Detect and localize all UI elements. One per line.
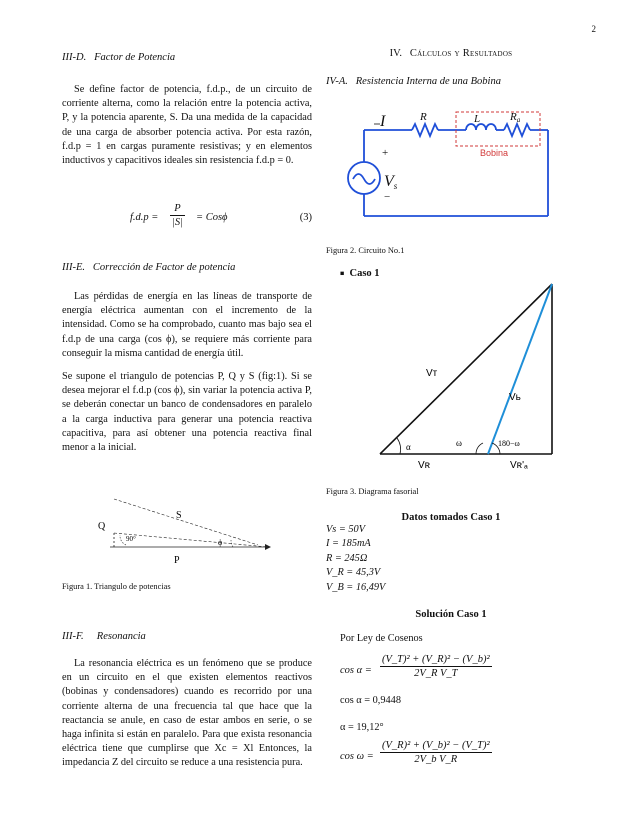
bullet-icon: ■ [340, 269, 345, 278]
eq-denominator: |S| [172, 217, 184, 228]
paragraph-resonancia [62, 657, 312, 780]
label-vra: Vʀ'ₐ [510, 460, 528, 471]
paragraph-fdp [62, 83, 312, 177]
paragraph-correccion [62, 290, 312, 464]
section-number: IV. [389, 48, 402, 59]
alpha-value: α = 19,12° [340, 722, 384, 733]
section-title: Factor de Potencia [94, 52, 176, 63]
section-title: Cálculos y Resultados [409, 48, 513, 59]
dato-vr: V_R = 45,3V [326, 567, 381, 579]
inductor-l [466, 124, 496, 130]
eq-numerator: P [170, 203, 185, 216]
eq-denominator: 2V_R V_T [414, 668, 458, 679]
figure-2-caption: Figura 2. Circuito No.1 [326, 246, 405, 255]
angle-phi-arc [231, 540, 233, 547]
eq-fraction [380, 740, 492, 765]
label-q: Q [98, 521, 106, 532]
section-heading-iii-e [62, 262, 235, 273]
label-l: L [474, 113, 481, 125]
eq-lhs: cos α = [340, 665, 372, 676]
figure-phasor-diagram [370, 278, 570, 476]
label-minus: − [384, 191, 391, 203]
dato-vb: V_B = 16,49V [326, 581, 386, 593]
bobina-box [456, 112, 540, 146]
label-phi: ϕ [218, 538, 223, 547]
paragraph: Las pérdidas de energía en las líneas de transporte de energía eléctrica aumentan con el incremento de la intensidad. Como se ha comprobado, cuanto mas bajo sea el f.d.p de una carga (cos ϕ), se requiere más corriente para conseguir la misma cantidad de energía útil. [62, 291, 312, 359]
section-heading-iii-d [62, 52, 175, 63]
resistor-ra [504, 124, 530, 136]
section-heading-iv [326, 48, 576, 59]
label-p: P [174, 555, 180, 566]
label-r: R [420, 111, 427, 123]
paragraph: La resonancia eléctrica es un fenómeno que se produce en un circuito en el que existen elementos reactivos (bobinas y condensadores) cuando es recorrido por una corriente alterna de una frecuencia tal que hace que la reactancia se anule, en caso de estar ambos en serie, o se haga infinita si están en paralelo. Para que exista resonancia eléctrica tiene que cumplirse que Xc = Xl Entonces, la impedancia Z del circuito se reduce a una resistencia pura. [62, 658, 312, 769]
cos-alpha-value: cos α = 0,9448 [340, 695, 401, 706]
figure-power-triangle [90, 485, 290, 575]
equation-3 [130, 203, 312, 235]
eq-denominator: 2V_b V_R [414, 754, 458, 765]
alpha-arc [397, 438, 401, 454]
label-90: 90° [126, 535, 136, 543]
figure-3-caption: Figura 3. Diagrama fasorial [326, 487, 419, 496]
dato-vs: Vs = 50V [326, 524, 365, 535]
eq-fraction [380, 654, 492, 679]
section-heading-iii-f [62, 631, 146, 642]
label-omega: ω [456, 438, 462, 448]
eq-lhs: cos ω = [340, 751, 374, 762]
caso-1-label: Caso 1 [349, 268, 380, 279]
label-i: I [380, 113, 386, 130]
vb-phasor [488, 284, 552, 454]
label-alpha: α [406, 442, 411, 452]
label-supp: 180−ω [498, 439, 520, 448]
label-vs: Vs [384, 173, 398, 191]
section-number: III-D. [62, 52, 87, 63]
ley-cosenos: Por Ley de Cosenos [340, 633, 423, 644]
sine-icon [353, 174, 375, 184]
label-vb: Vь [509, 392, 521, 403]
paragraph: Se supone el triangulo de potencias P, Q y S (fig:1). Si se desea mejorar el f.d.p (cos ϕ), sin variar la potencia activa P, se deberán conectar un banco de condensadores en paralelo a la carga inductiva para generar una potencia reactiva capacitiva, para así obtener una potencia reactiva final menor a la inicial. [62, 371, 312, 454]
equation-cos-omega [340, 740, 560, 774]
section-heading-iv-a [326, 76, 501, 87]
label-vr: Vʀ [418, 460, 431, 471]
eq-rhs: = Cosϕ [196, 212, 228, 223]
eq-lhs: f.d.p = [130, 212, 159, 223]
vt-phasor [380, 284, 552, 454]
figure-1-caption: Figura 1. Triangulo de potencias [62, 582, 171, 591]
label-ra: Ra [510, 111, 521, 124]
section-title: Resistencia Interna de una Bobina [355, 76, 501, 87]
section-number: III-E. [62, 262, 86, 273]
label-plus: + [382, 147, 389, 159]
eq-tag: (3) [299, 212, 312, 223]
equation-cos-alpha [340, 654, 560, 688]
solucion-title: Solución Caso 1 [415, 609, 487, 620]
section-number: IV-A. [326, 76, 348, 87]
section-number: III-F. [62, 631, 84, 642]
omega-arc [476, 443, 483, 454]
dato-i: I = 185mA [326, 538, 371, 550]
s-vector [114, 533, 268, 547]
eq-fraction [170, 203, 185, 228]
page-number: 2 [591, 24, 596, 34]
paragraph: Se define factor de potencia, f.d.p., de un circuito de corriente alterna, como la relación entre la potencia activa, P, y la potencia aparente, S. Da una medida de la capacidad de una carga de absorber potencia activa. Por esta razón, f.d.p = 1 en cargas puramente resistivas; y en elementos inductivos y capacitivos ideales sin resistencia f.d.p = 0. [62, 84, 312, 167]
figure-circuit [340, 102, 560, 222]
label-vt: Vᴛ [426, 368, 438, 379]
label-s: S [176, 510, 182, 521]
label-bobina: Bobina [480, 148, 509, 158]
dato-r: R = 245Ω [326, 552, 368, 564]
datos-list [326, 523, 385, 595]
eq-numerator: (V_T)² + (V_R)² − (V_b)² [382, 654, 490, 665]
eq-numerator: (V_R)² + (V_b)² − (V_T)² [382, 740, 490, 751]
datos-title: Datos tomados Caso 1 [401, 512, 501, 523]
section-title: Corrección de Factor de potencia [92, 262, 236, 273]
resistor-r [412, 124, 438, 136]
section-title: Resonancia [96, 631, 146, 642]
